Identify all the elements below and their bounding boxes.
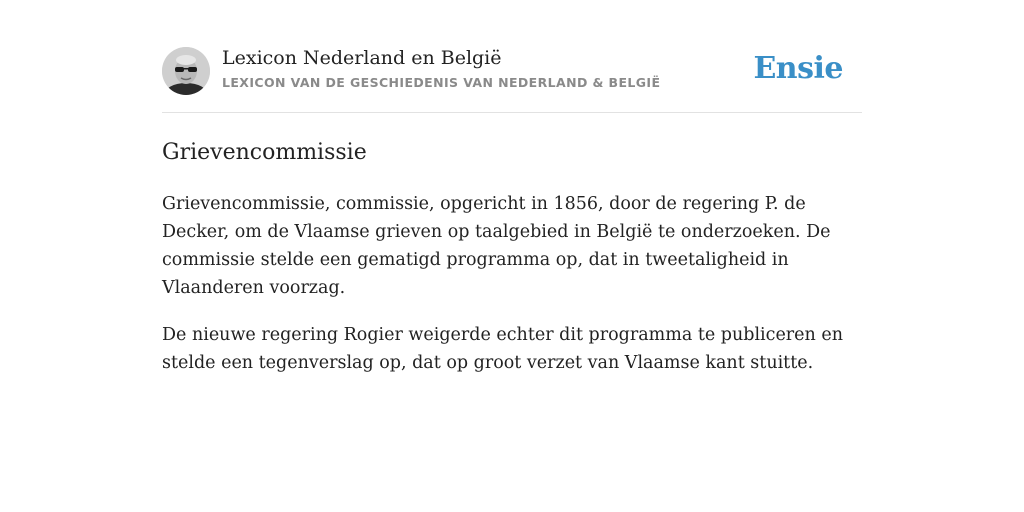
article-paragraph-1: Grievencommissie, commissie, opgericht in 1856, door de regering P. de Decker, om de Vlaamse grieven op taalgebied in België te onderzoeken. De commissie stelde een gematigd programma op, dat in tweetaligheid in Vlaanderen voorzag. [162, 194, 831, 298]
site-subtitle: LEXICON VAN DE GESCHIEDENIS VAN NEDERLAND & BELGIË [222, 75, 661, 90]
site-title[interactable]: Lexicon Nederland en België [222, 47, 502, 69]
ensie-logo[interactable]: Ensie [753, 51, 843, 86]
avatar-image [162, 47, 210, 95]
author-portrait-icon[interactable] [162, 47, 210, 95]
article-paragraph-2: De nieuwe regering Rogier weigerde echter dit programma te publiceren en stelde een tegenverslag op, dat op groot verzet van Vlaamse kant stuitte. [162, 325, 843, 373]
site-header [162, 0, 862, 113]
article-title: Grievencommissie [162, 140, 367, 165]
page-container [162, 0, 862, 377]
